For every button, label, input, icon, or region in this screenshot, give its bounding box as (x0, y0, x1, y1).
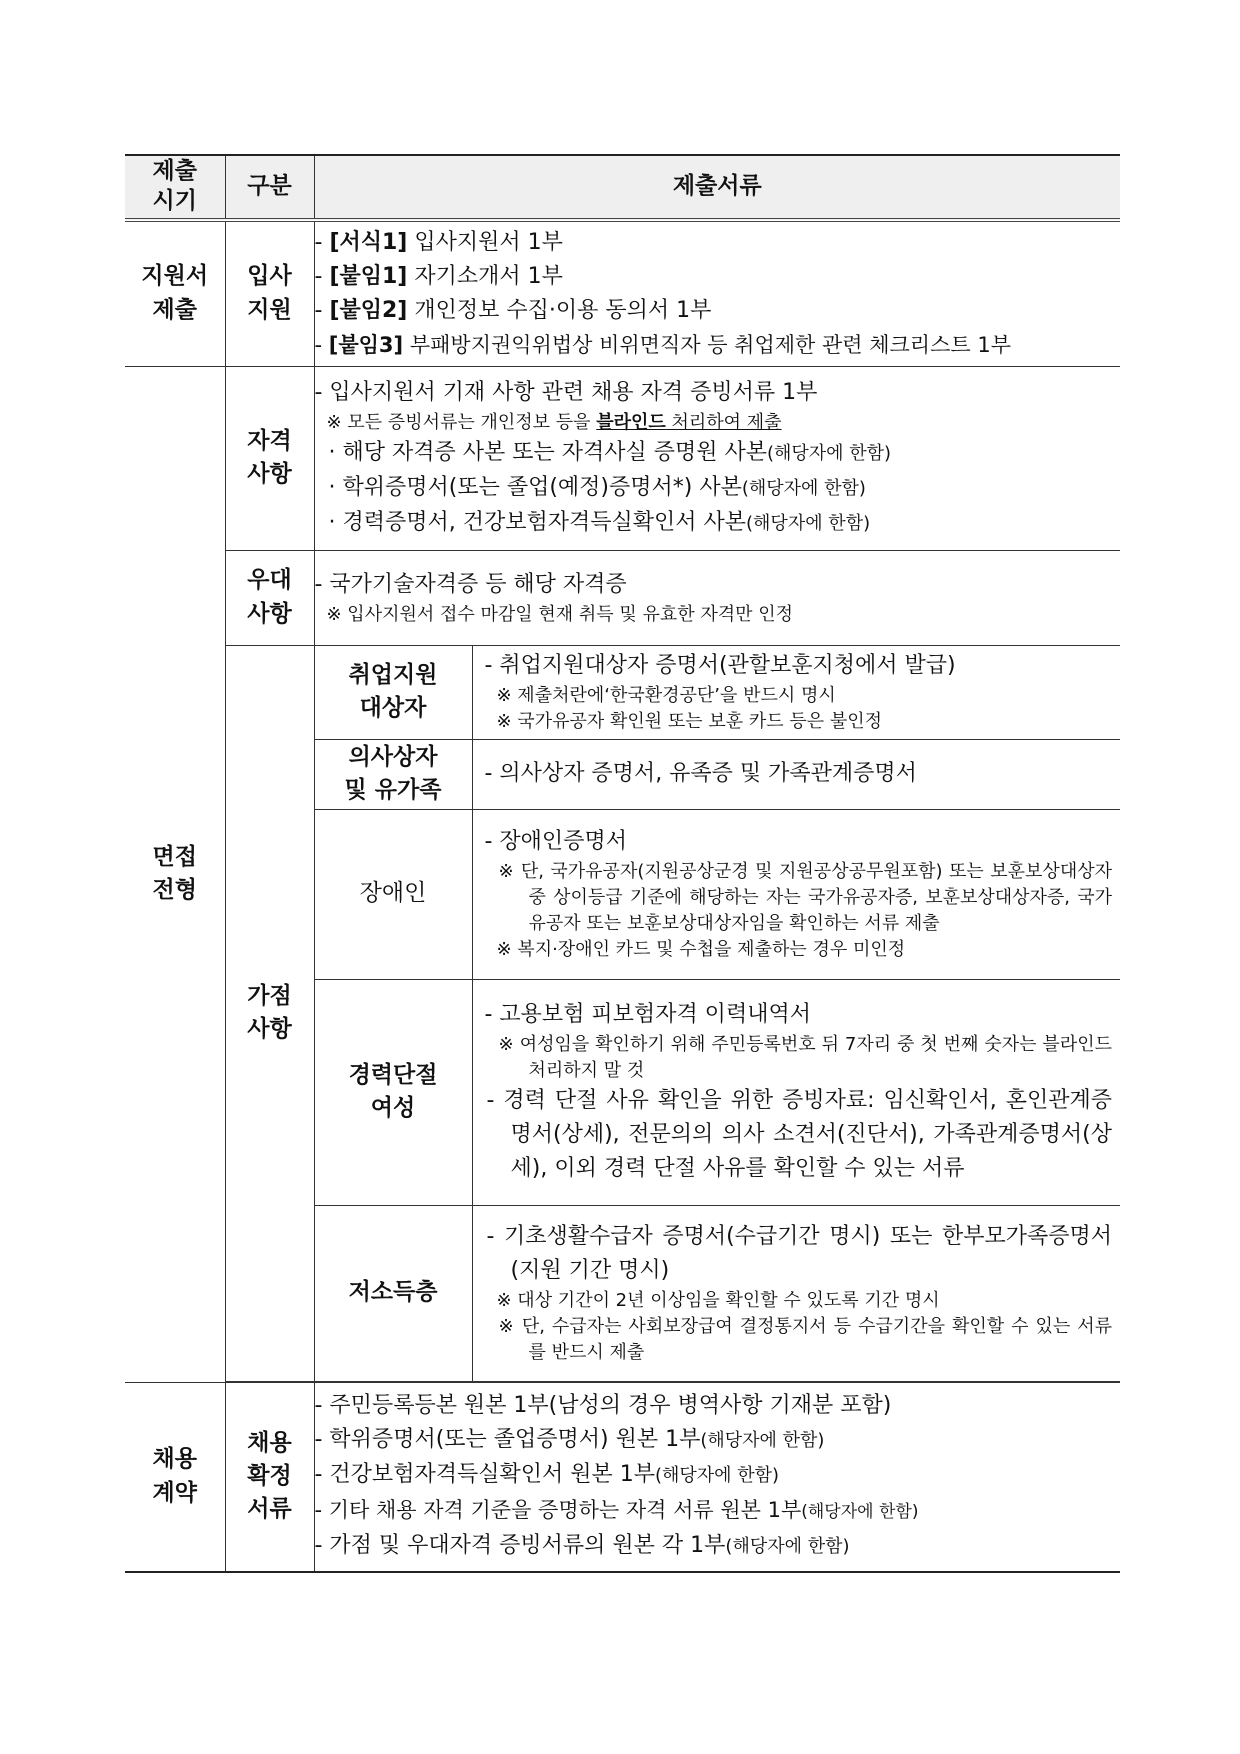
item-text: · 경력증명서, 건강보험자격득실확인서 사본 (328, 509, 747, 535)
contract-item (315, 1389, 1121, 1423)
row-bonus-veterans (125, 645, 1120, 739)
item-text: - 주민등록등본 원본 1부(남성의 경우 병역사항 기재분 포함) (314, 1393, 892, 1419)
contract-item (315, 1458, 1121, 1493)
item-text: - 기타 채용 자격 기준을 증명하는 자격 서류 원본 1부 (314, 1498, 802, 1523)
row-application (125, 220, 1120, 366)
bonus-label-text: 장애인 (359, 880, 427, 907)
header-timing-text: 제출 시기 (152, 158, 197, 214)
timing-application-text: 지원서 제출 (141, 263, 209, 323)
preference-note: ※ 입사지원서 접수 마감일 현재 취득 및 유효한 자격만 인정 (326, 603, 793, 625)
item-text: · 학위증명서(또는 졸업(예정)증명서*) 사본 (328, 474, 742, 500)
submission-documents-table (125, 154, 1120, 1573)
bonus-docs (472, 809, 1120, 979)
category-preference-text: 우대 사항 (247, 567, 292, 627)
qualification-note (315, 410, 1121, 436)
category-contract (225, 1382, 314, 1572)
header-category: 구분 (225, 155, 314, 220)
qualification-item (315, 471, 1121, 506)
qualification-item (315, 506, 1121, 541)
category-qualification-text: 자격 사항 (247, 427, 292, 487)
category-application-text: 입사 지원 (247, 263, 292, 323)
item-text: 부패방지권익위법상 비위면직자 등 취업제한 관련 체크리스트 1부 (409, 332, 1011, 357)
header-row (125, 155, 1120, 220)
category-contract-text: 채용 확정 서류 (247, 1429, 292, 1523)
bonus-main-2: - 경력 단절 사유 확인을 위한 증빙자료: 임신확인서, 혼인관계증명서(상세), 전문의의 의사 소견서(진단서), 가족관계증명서(상세), 이외 경력 단절 사유를 확인할 수 있는 서류 (486, 1088, 1112, 1181)
bonus-docs (472, 1205, 1120, 1381)
category-qualification (225, 366, 314, 550)
header-documents: 제출서류 (314, 155, 1120, 220)
bonus-main: - 의사상자 증명서, 유족증 및 가족관계증명서 (484, 761, 917, 786)
bonus-label-text: 취업지원 대상자 (348, 661, 438, 721)
application-item: - [서식1] 입사지원서 1부 (314, 229, 563, 255)
bonus-note: ※ 복지·장애인 카드 및 수첩을 제출하는 경우 미인정 (496, 939, 906, 960)
item-text: - 학위증명서(또는 졸업증명서) 원본 1부 (314, 1427, 701, 1453)
bonus-main: - 취업지원대상자 증명서(관할보훈지청에서 발급) (484, 653, 956, 678)
bonus-note: ※ 여성임을 확인하기 위해 주민등록번호 뒤 7자리 중 첫 번째 숫자는 블라인드 처리하지 말 것 (498, 1034, 1112, 1081)
row-contract (125, 1382, 1120, 1572)
contract-docs (314, 1382, 1120, 1572)
preference-main: - 국가기술자격증 등 해당 자격증 (314, 571, 627, 597)
bonus-note: ※ 국가유공자 확인원 또는 보훈 카드 등은 불인정 (496, 711, 883, 732)
category-bonus-text: 가점 사항 (247, 982, 292, 1042)
bonus-note: ※ 제출처란에‘한국환경공단’을 반드시 명시 (496, 685, 836, 706)
application-item: - [붙임2] 개인정보 수집·이용 동의서 1부 (314, 297, 712, 323)
form-tag: [붙임3] (328, 332, 404, 357)
bonus-label (314, 1205, 472, 1381)
bonus-label-text: 의사상자 및 유가족 (344, 743, 442, 803)
item-text: - 가점 및 우대자격 증빙서류의 원본 각 1부 (314, 1533, 726, 1559)
contract-item (315, 1529, 1121, 1564)
timing-interview (125, 366, 225, 1382)
contract-item (315, 1423, 1121, 1458)
note-suffix: 처리하여 제출 (665, 411, 782, 433)
contract-item (315, 1493, 1121, 1529)
bonus-label (314, 645, 472, 739)
bonus-main: - 장애인증명서 (484, 829, 627, 854)
bonus-main: - 기초생활수급자 증명서(수급기간 명시) 또는 한부모가족증명서(지원 기간 명시) (486, 1224, 1112, 1283)
row-qualification (125, 366, 1120, 550)
bonus-label (314, 809, 472, 979)
header-timing (125, 155, 225, 220)
application-item: - [붙임1] 자기소개서 1부 (314, 263, 563, 289)
item-small: (해당자에 한함) (654, 1465, 780, 1487)
bonus-docs (472, 739, 1120, 809)
bonus-label (314, 739, 472, 809)
category-bonus (225, 645, 314, 1381)
bonus-label (314, 979, 472, 1205)
bonus-note: ※ 단, 국가유공자(지원공상군경 및 지원공상공무원포함) 또는 보훈보상대상자 중 상이등급 기준에 해당하는 자는 국가유공자증, 보훈보상대상자증, 국가유공자 또는 보훈보상대상자임을 확인하는 서류 제출 (498, 861, 1112, 934)
item-small: (해당자에 한함) (725, 1536, 850, 1558)
application-docs (314, 220, 1120, 366)
timing-contract (125, 1382, 225, 1572)
category-preference (225, 550, 314, 645)
item-small: (해당자에 한함) (746, 512, 871, 534)
bonus-label-text: 경력단절 여성 (348, 1061, 438, 1121)
item-text: · 해당 자격증 사본 또는 자격사실 증명원 사본 (328, 439, 767, 465)
item-text: - 건강보험자격득실확인서 원본 1부 (314, 1462, 655, 1488)
form-tag: [서식1] (329, 229, 408, 255)
item-small: (해당자에 한함) (741, 477, 866, 499)
preference-docs (314, 550, 1120, 645)
note-bold: 블라인드 (596, 411, 666, 433)
item-text: 개인정보 수집·이용 동의서 1부 (414, 297, 712, 323)
timing-interview-text: 면접 전형 (152, 843, 197, 903)
timing-application (125, 220, 225, 366)
note-prefix: ※ 모든 증빙서류는 개인정보 등을 (326, 411, 597, 433)
item-small: (해당자에 한함) (801, 1502, 919, 1523)
bonus-label-text: 저소득층 (348, 1279, 438, 1306)
category-application (225, 220, 314, 366)
item-small: (해당자에 한함) (766, 442, 892, 464)
form-tag: [붙임1] (329, 263, 408, 289)
qualification-main: - 입사지원서 기재 사항 관련 채용 자격 증빙서류 1부 (314, 379, 818, 405)
item-text: 자기소개서 1부 (414, 263, 563, 289)
bonus-note: ※ 대상 기간이 2년 이상임을 확인할 수 있도록 기간 명시 (496, 1290, 940, 1311)
form-tag: [붙임2] (329, 297, 408, 323)
item-small: (해당자에 한함) (700, 1430, 825, 1452)
qualification-item (315, 436, 1121, 471)
bonus-note: ※ 단, 수급자는 사회보장급여 결정통지서 등 수급기간을 확인할 수 있는 서류를 반드시 제출 (498, 1316, 1112, 1363)
bonus-docs (472, 979, 1120, 1205)
qualification-docs (314, 366, 1120, 550)
bonus-docs (472, 645, 1120, 739)
application-item: - [붙임3] 부패방지권익위법상 비위면직자 등 취업제한 관련 체크리스트 1부 (314, 332, 1011, 357)
row-preference (125, 550, 1120, 645)
item-text: 입사지원서 1부 (414, 229, 563, 255)
timing-contract-text: 채용 계약 (152, 1446, 197, 1506)
bonus-main: - 고용보험 피보험자격 이력내역서 (484, 1002, 811, 1027)
